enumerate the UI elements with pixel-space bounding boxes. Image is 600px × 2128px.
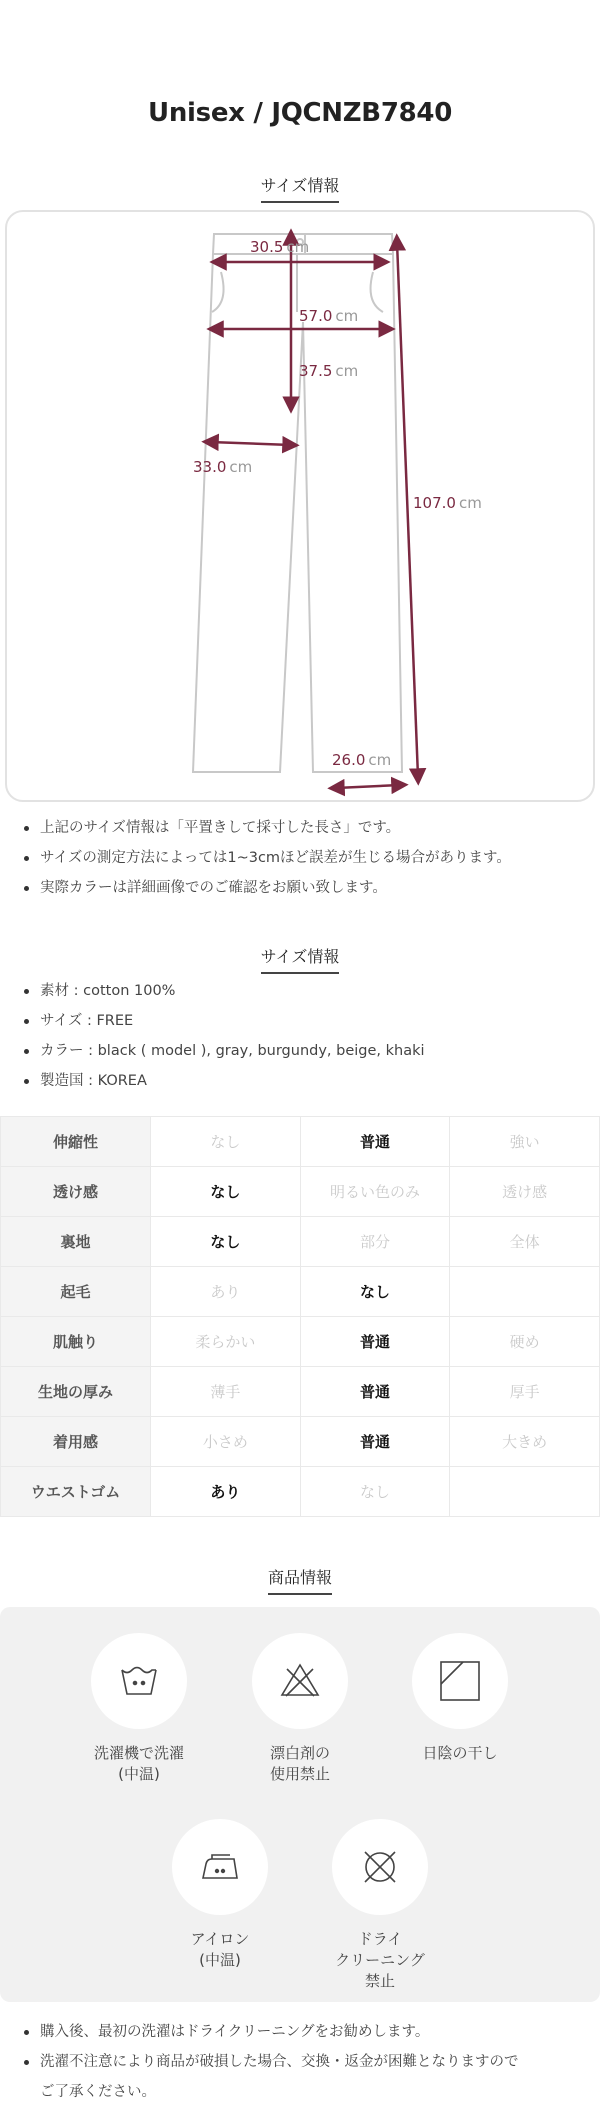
care-item-machine-wash: 洗濯機で洗濯 (中温)	[69, 1633, 209, 1785]
list-item-continued: ご了承ください。	[40, 2084, 156, 2100]
list-item: 購入後、最初の洗濯はドライクリーニングをお勧めします。	[22, 2017, 582, 2047]
attribute-label: 伸縮性	[1, 1117, 151, 1167]
hem-measurement: 26.0 cm	[332, 751, 392, 769]
no-bleach-icon	[277, 1658, 323, 1704]
spec-origin: 製造国 : KOREA	[22, 1066, 582, 1096]
attribute-option: 小さめ	[151, 1417, 301, 1467]
list-item: 実際カラーは詳細画像でのご確認をお願い致します。	[22, 873, 582, 903]
attribute-option-selected: なし	[300, 1267, 450, 1317]
attribute-option-selected: 普通	[300, 1317, 450, 1367]
rise-measurement: 37.5 cm	[299, 362, 359, 380]
attribute-option: 透け感	[450, 1167, 600, 1217]
care-item-shade-dry: 日陰の干し	[390, 1633, 530, 1764]
spec-list	[22, 976, 582, 1096]
care-notes-list	[22, 2017, 582, 2107]
attribute-table	[0, 1116, 600, 1517]
attribute-label: 起毛	[1, 1267, 151, 1317]
list-item: サイズの測定方法によっては1~3cmほど誤差が生じる場合があります。	[22, 843, 582, 873]
attribute-label: 着用感	[1, 1417, 151, 1467]
spec-material: 素材 : cotton 100%	[22, 976, 582, 1006]
attribute-option-selected: あり	[151, 1467, 301, 1517]
attribute-label: 肌触り	[1, 1317, 151, 1367]
pants-outline-icon	[193, 234, 402, 772]
machine-wash-icon	[116, 1658, 162, 1704]
pants-size-diagram	[7, 212, 597, 804]
hip-measurement: 57.0 cm	[299, 307, 359, 325]
spec-size: サイズ : FREE	[22, 1006, 582, 1036]
attribute-option: 全体	[450, 1217, 600, 1267]
attribute-option: なし	[300, 1467, 450, 1517]
table-row	[1, 1217, 600, 1267]
size-diagram	[5, 210, 595, 802]
list-item: 上記のサイズ情報は「平置きして採寸した長さ」です。	[22, 813, 582, 843]
care-item-iron: アイロン (中温)	[150, 1819, 290, 1971]
attribute-option: 明るい色のみ	[300, 1167, 450, 1217]
table-row	[1, 1167, 600, 1217]
attribute-option	[450, 1467, 600, 1517]
attribute-option-selected: 普通	[300, 1417, 450, 1467]
attribute-option: 薄手	[151, 1367, 301, 1417]
product-title: Unisex / JQCNZB7840	[148, 98, 452, 128]
attribute-option: 硬め	[450, 1317, 600, 1367]
table-row	[1, 1317, 600, 1367]
no-dry-clean-icon	[357, 1844, 403, 1890]
table-row	[1, 1467, 600, 1517]
table-row	[1, 1267, 600, 1317]
size-notes-list	[22, 813, 582, 903]
attribute-option: 柔らかい	[151, 1317, 301, 1367]
product-info-heading: 商品情報	[0, 1565, 600, 1595]
attribute-label: 透け感	[1, 1167, 151, 1217]
table-row	[1, 1417, 600, 1467]
attribute-option: 大きめ	[450, 1417, 600, 1467]
care-instructions	[0, 1607, 600, 2002]
attribute-option: 強い	[450, 1117, 600, 1167]
spec-color: カラー : black ( model ), gray, burgundy, beige, khaki	[22, 1036, 582, 1066]
care-item-no-dry-clean: ドライ クリーニング 禁止	[310, 1819, 450, 1992]
attribute-option-selected: なし	[151, 1217, 301, 1267]
iron-medium-icon	[197, 1844, 243, 1890]
table-row	[1, 1367, 600, 1417]
spec-heading: サイズ情報	[0, 944, 600, 974]
attribute-option: なし	[151, 1117, 301, 1167]
list-item: 洗濯不注意により商品が破損した場合、交換・返金が困難となりますので	[22, 2047, 582, 2077]
size-info-heading: サイズ情報	[0, 173, 600, 203]
attribute-option-selected: 普通	[300, 1117, 450, 1167]
attribute-label: ウエストゴム	[1, 1467, 151, 1517]
care-item-no-bleach: 漂白剤の 使用禁止	[230, 1633, 370, 1785]
attribute-option-selected: 普通	[300, 1367, 450, 1417]
attribute-option: あり	[151, 1267, 301, 1317]
attribute-option: 部分	[300, 1217, 450, 1267]
attribute-label: 生地の厚み	[1, 1367, 151, 1417]
thigh-measurement: 33.0 cm	[193, 458, 253, 476]
shade-dry-icon	[437, 1658, 483, 1704]
attribute-option-selected: なし	[151, 1167, 301, 1217]
length-measurement: 107.0 cm	[413, 494, 482, 512]
table-row	[1, 1117, 600, 1167]
waist-measurement: 30.5 cm	[250, 238, 310, 256]
attribute-label: 裏地	[1, 1217, 151, 1267]
attribute-option: 厚手	[450, 1367, 600, 1417]
attribute-option	[450, 1267, 600, 1317]
